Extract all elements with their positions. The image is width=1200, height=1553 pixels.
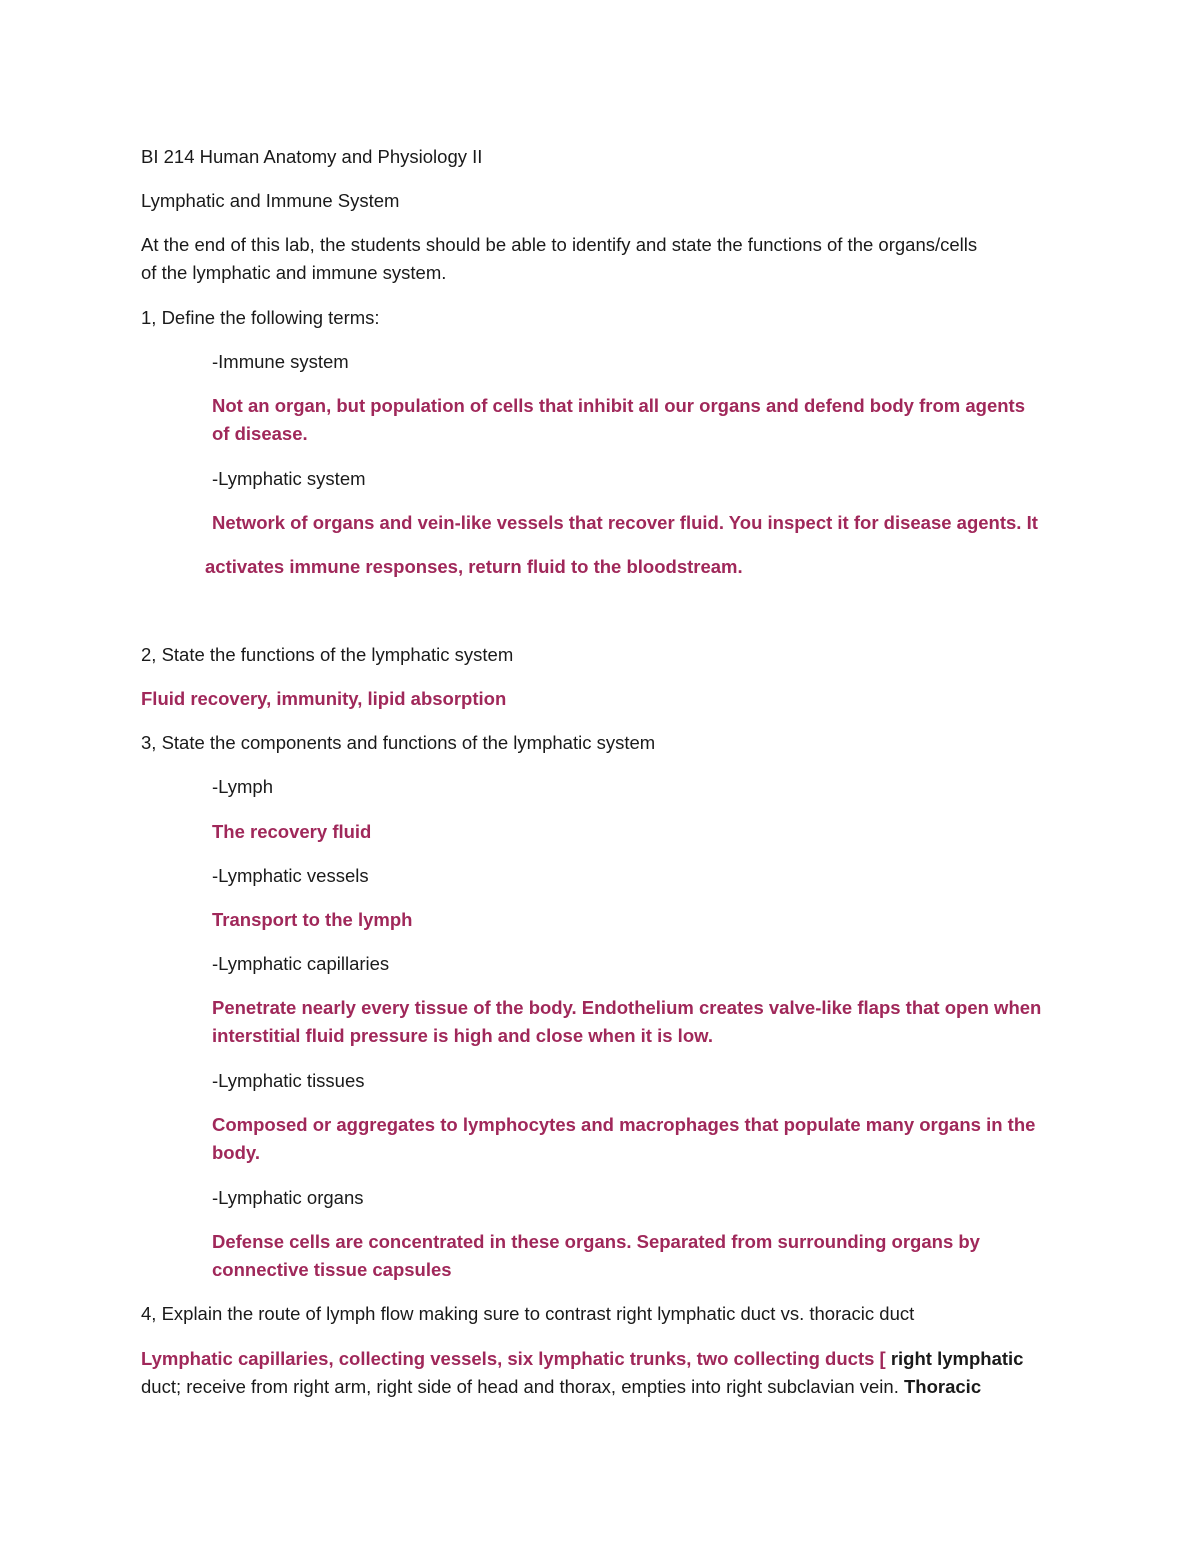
answer-immune-system-line-2: of disease. bbox=[212, 423, 308, 444]
answer-lymphatic-organs-line-1: Defense cells are concentrated in these organs. Separated from surrounding organs by bbox=[212, 1231, 980, 1252]
answer-lymphatic-capillaries-line-2: interstitial fluid pressure is high and close when it is low. bbox=[212, 1025, 713, 1046]
answer-lymphatic-system-line-1: Network of organs and vein-like vessels that recover fluid. You inspect it for disease agents. It bbox=[212, 512, 1038, 533]
answer-lymphatic-vessels: Transport to the lymph bbox=[212, 909, 413, 930]
answer-immune-system-line-1: Not an organ, but population of cells that inhibit all our organs and defend body from agents bbox=[212, 395, 1025, 416]
question-1: 1, Define the following terms: bbox=[141, 307, 380, 328]
answer-lymph: The recovery fluid bbox=[212, 821, 372, 842]
intro-line-2: of the lymphatic and immune system. bbox=[141, 262, 447, 283]
term-immune-system: -Immune system bbox=[212, 351, 349, 372]
term-lymphatic-organs: -Lymphatic organs bbox=[212, 1187, 364, 1208]
question-3: 3, State the components and functions of the lymphatic system bbox=[141, 732, 656, 753]
answer-4-line-2-part-2: Thoracic bbox=[904, 1376, 982, 1397]
course-title: BI 214 Human Anatomy and Physiology II bbox=[141, 146, 483, 167]
answer-4-line-2-part-1: duct; receive from right arm, right side of head and thorax, empties into right subclavian vein. bbox=[141, 1376, 904, 1397]
term-lymphatic-vessels: -Lymphatic vessels bbox=[212, 865, 369, 886]
term-lymph: -Lymph bbox=[212, 776, 274, 797]
answer-2: Fluid recovery, immunity, lipid absorption bbox=[141, 688, 507, 709]
term-lymphatic-capillaries: -Lymphatic capillaries bbox=[212, 953, 390, 974]
question-2: 2, State the functions of the lymphatic system bbox=[141, 644, 514, 665]
term-lymphatic-system: -Lymphatic system bbox=[212, 468, 366, 489]
answer-4-line-1 bbox=[141, 1345, 1023, 1373]
answer-lymphatic-capillaries-line-1: Penetrate nearly every tissue of the body. Endothelium creates valve-like flaps that open when bbox=[212, 997, 1042, 1018]
answer-lymphatic-system-line-2: activates immune responses, return fluid to the bloodstream. bbox=[205, 556, 743, 577]
subtitle: Lymphatic and Immune System bbox=[141, 190, 400, 211]
question-4: 4, Explain the route of lymph flow making sure to contrast right lymphatic duct vs. thoracic duct bbox=[141, 1303, 915, 1324]
answer-lymphatic-tissues-line-1: Composed or aggregates to lymphocytes and macrophages that populate many organs in the bbox=[212, 1114, 1036, 1135]
answer-4-line-2 bbox=[141, 1373, 981, 1401]
answer-lymphatic-tissues-line-2: body. bbox=[212, 1142, 260, 1163]
answer-lymphatic-organs-line-2: connective tissue capsules bbox=[212, 1259, 452, 1280]
term-lymphatic-tissues: -Lymphatic tissues bbox=[212, 1070, 365, 1091]
answer-4-part-2: right lymphatic bbox=[885, 1348, 1024, 1369]
answer-4-part-1: Lymphatic capillaries, collecting vessels, six lymphatic trunks, two collecting ducts [ bbox=[141, 1348, 886, 1369]
intro-line-1: At the end of this lab, the students should be able to identify and state the functions of the organs/cells bbox=[141, 234, 978, 255]
